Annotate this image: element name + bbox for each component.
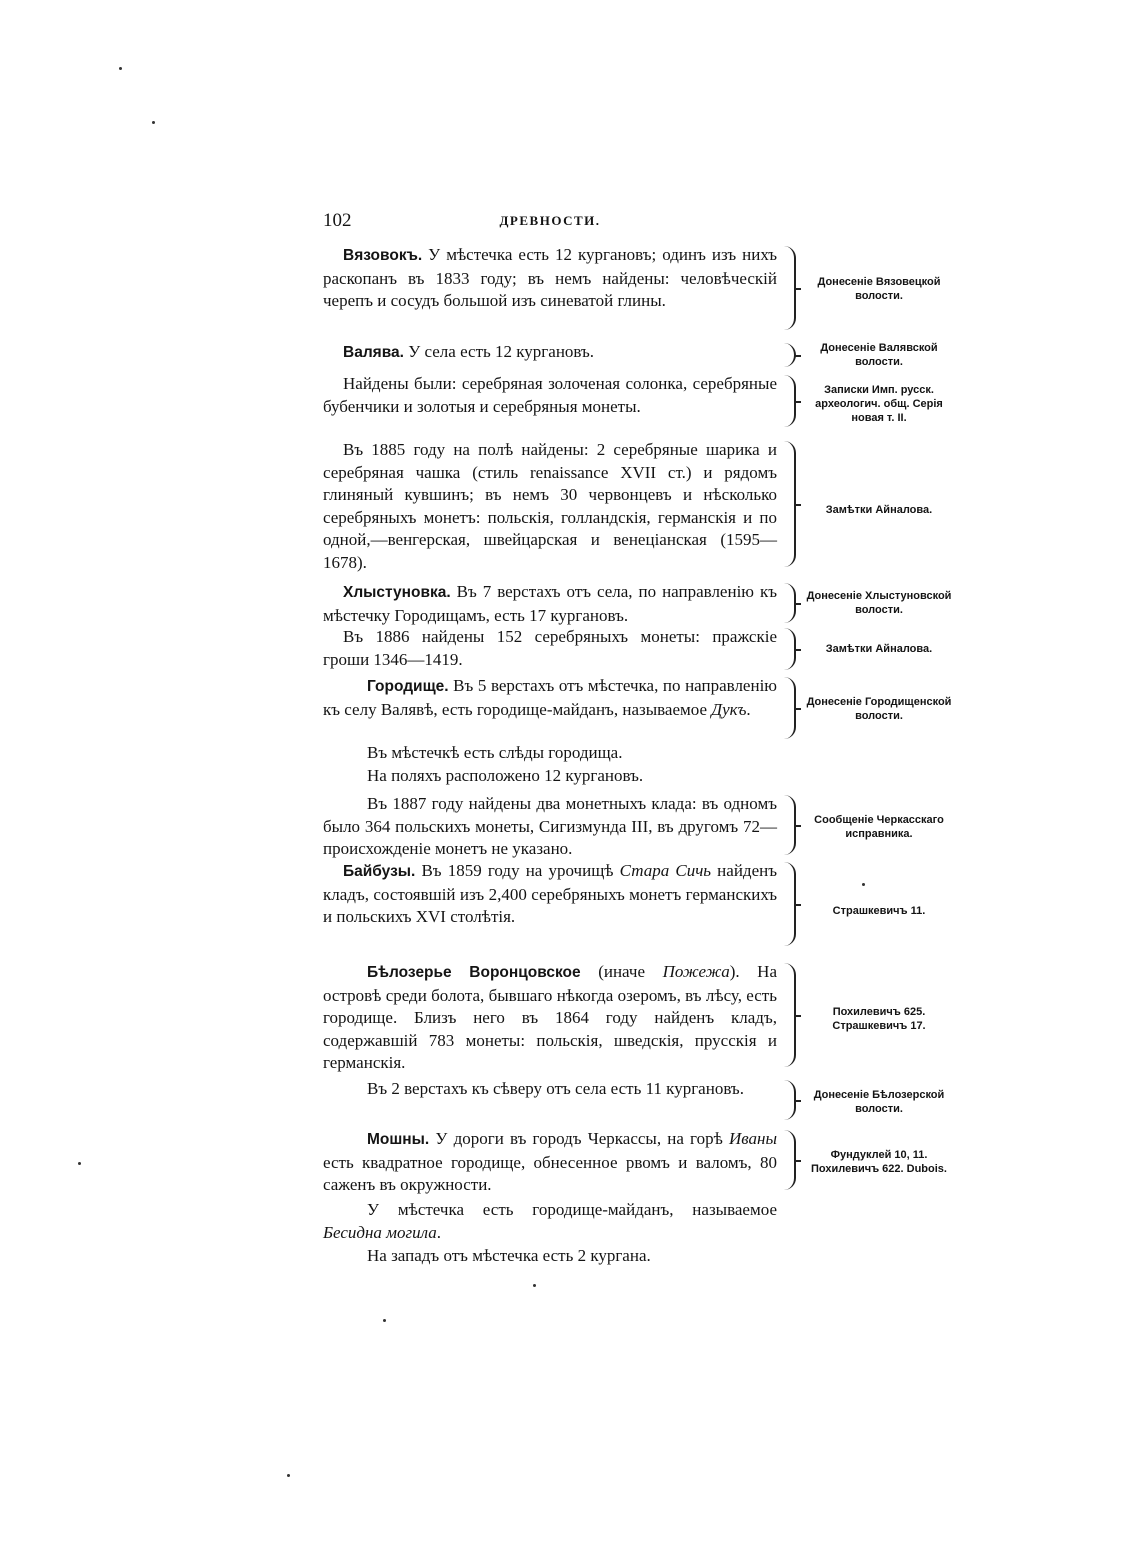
page-number: 102: [323, 210, 352, 231]
entry-text: У мѣстечка есть городище-майданъ, называемое Бесидна могила.: [323, 1200, 777, 1242]
brace: [784, 375, 796, 427]
entry-moshny-maidan: [323, 1199, 783, 1244]
entry-text: Байбузы. Въ 1859 году на урочищѣ Стара Сичь найденъ кладъ, состоявшій изъ 2,400 серебряныхъ монетъ германскихъ и польскихъ XVI столѣтія.: [323, 861, 778, 926]
margin-note: Замѣтки Айналова.: [825, 504, 933, 516]
entry-text: На западъ отъ мѣстечка есть 2 кургана.: [367, 1246, 651, 1265]
margin-note: Замѣтки Айналова.: [825, 643, 933, 655]
entry-gorodishche: [323, 675, 952, 722]
brace: [784, 862, 796, 946]
margin-note: Фундуклей 10, 11. Похилевичъ 622. Dubois.: [811, 1149, 947, 1175]
scan-speck: [78, 1162, 81, 1165]
place-name: Городище.: [367, 678, 449, 695]
brace: [784, 1080, 796, 1120]
entry-text: Мошны. У дороги въ городъ Черкассы, на горѣ Иваны есть квадратное городище, обнесенное рвомъ и валомъ, 80 саженъ въ окружности.: [323, 1129, 778, 1194]
scan-speck: [119, 67, 122, 70]
entry-text: Въ 2 верстахъ къ сѣверу отъ села есть 11 кургановъ.: [367, 1079, 744, 1098]
entry-belozerye-kurgans: [323, 1078, 945, 1115]
brace: [784, 795, 796, 855]
entry-text: Найдены были: серебряная золоченая солонка, серебряные бубенчики и золотыя и серебряныя монеты.: [323, 374, 777, 416]
entry-khlystunovka: [323, 581, 952, 627]
entry-baibuzy: [323, 860, 926, 929]
entry-text: Въ 1886 найдены 152 серебряныхъ монеты: пражскіе гроши 1346—1419.: [323, 627, 777, 669]
entry-text: Въ мѣстечкѣ есть слѣды городища.: [367, 743, 623, 762]
page-header: [323, 210, 777, 234]
scan-speck: [862, 883, 865, 886]
entry-text: На поляхъ расположено 12 кургановъ.: [367, 766, 644, 785]
entry-text: Вязовокъ. У мѣстечка есть 12 кургановъ; одинъ изъ нихъ раскопанъ въ 1833 году; въ немъ найдены: человѣческій черепъ и сосудъ большой изъ синеватой глины.: [323, 245, 777, 310]
place-name: Хлыстуновка.: [343, 584, 451, 601]
margin-note: Страшкевичъ 11.: [832, 905, 926, 917]
margin-note: Донесеніе Валявской волости.: [820, 342, 938, 368]
entry-valyava-1885: [323, 439, 933, 574]
margin-note: Сообщеніе Черкасскаго исправника.: [814, 814, 944, 840]
entry-moshny: [323, 1128, 947, 1197]
brace: [784, 343, 796, 367]
entry-text: Хлыстуновка. Въ 7 верстахъ отъ села, по направленію къ мѣстечку Городищамъ, есть 17 кургановъ.: [323, 582, 778, 625]
running-title: ДРЕВНОСТИ.: [499, 213, 601, 228]
place-name: Валява.: [343, 344, 404, 361]
entry-text: Въ 1887 году найдены два монетныхъ клада: въ одномъ было 364 польскихъ монеты, Сигизмунда III, въ другомъ 72—происхожденіе монетъ не указано.: [323, 794, 777, 858]
brace: [784, 677, 796, 739]
margin-note: Донесеніе Бѣлозерской волости.: [813, 1089, 945, 1115]
entry-moshny-kurgans: [323, 1245, 783, 1268]
brace: [784, 441, 796, 567]
entry-vyazovok: [323, 244, 941, 313]
margin-note: Донесеніе Хлыстуновской волости.: [806, 590, 952, 616]
brace: [784, 1130, 796, 1190]
brace: [784, 628, 796, 670]
scan-speck: [533, 1284, 536, 1287]
margin-note: Похилевичъ 625. Страшкевичъ 17.: [832, 1006, 926, 1032]
place-name: Байбузы.: [343, 863, 416, 880]
entry-text: Въ 1885 году на полѣ найдены: 2 серебряные шарика и серебряная чашка (стиль renaissance XVII ст.) и рядомъ глиняный кувшинъ; въ немъ 30 червонцевъ и нѣсколько серебряныхъ монетъ: польскія, голландскія, германскія и по одной,—венгерская, швейцарская и венеціанская (1595—1678).: [323, 440, 777, 572]
entry-gorodishche-1887: [323, 793, 944, 861]
entry-text: Городище. Въ 5 верстахъ отъ мѣстечка, по направленію къ селу Валявѣ, есть городище-майданъ, называемое Дукъ.: [323, 676, 777, 719]
place-name: Бѣлозерье Воронцовское: [367, 964, 581, 981]
margin-note: Донесеніе Городищенской волости.: [806, 696, 952, 722]
brace: [784, 963, 796, 1067]
place-name: Вязовокъ.: [343, 247, 423, 264]
entry-gorodishche-traces: [323, 742, 783, 765]
margin-note: Донесеніе Вязовецкой волости.: [817, 276, 941, 302]
brace: [784, 583, 796, 623]
scan-speck: [383, 1319, 386, 1322]
place-name: Мошны.: [367, 1131, 430, 1148]
brace: [784, 246, 796, 330]
scan-speck: [287, 1474, 290, 1477]
entry-khlystunovka-1886: [323, 626, 933, 671]
entry-text: Бѣлозерье Воронцовское (иначе Пожежа). На островѣ среди болота, бывшаго нѣкогда озеромъ, въ лѣсу, есть городище. Близъ него въ 1864 году найденъ кладъ, содержавшій 783 монеты: польскія, шведскія, прусскія и германскія.: [323, 962, 777, 1072]
entry-belozerye: [323, 961, 926, 1075]
entry-text: Валява. У села есть 12 кургановъ.: [343, 342, 595, 361]
entry-gorodishche-kurgans: [323, 765, 783, 788]
entry-valyava: [323, 341, 938, 368]
entry-valyava-finds: [323, 373, 943, 424]
margin-note: Записки Имп. русск. археологич. общ. Серія новая т. II.: [815, 384, 943, 424]
scan-speck: [152, 121, 155, 124]
